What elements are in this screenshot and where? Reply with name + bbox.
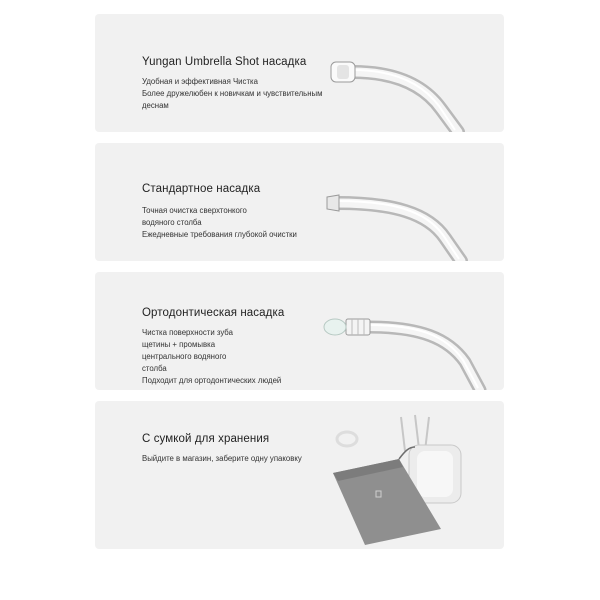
section-card-storage-bag	[95, 401, 504, 549]
description-line: Выйдите в магазин, заберите одну упаковку	[142, 454, 302, 463]
section-card-umbrella-nozzle	[95, 14, 504, 132]
description-line: Удобная и эффективная Чистка	[142, 77, 258, 86]
section-description	[142, 453, 302, 465]
section-title: Ортодонтическая насадка	[142, 307, 285, 319]
section-description	[142, 327, 281, 387]
description-line: Более дружелюбен к новичкам и чувствительным	[142, 89, 323, 98]
description-line: деснам	[142, 101, 169, 110]
section-title: Стандартное насадка	[142, 183, 261, 195]
standard-nozzle-icon	[323, 183, 504, 261]
section-description	[142, 205, 297, 241]
section-card-standard-nozzle	[95, 143, 504, 261]
description-line: центрального водяного	[142, 352, 227, 361]
description-line: столба	[142, 364, 167, 373]
orthodontic-nozzle-icon	[320, 310, 504, 390]
section-title: Yungan Umbrella Shot насадка	[142, 56, 307, 68]
section-title: С сумкой для хранения	[142, 433, 270, 445]
description-line: Подходит для ортодонтических людей	[142, 376, 282, 385]
umbrella-nozzle-icon	[323, 44, 504, 132]
description-line: водяного столба	[142, 218, 202, 227]
section-description	[142, 76, 323, 112]
description-line: Ежедневные требования глубокой очистки	[142, 230, 297, 239]
description-line: Чистка поверхности зуба	[142, 328, 233, 337]
description-line: Точная очистка сверхтонкого	[142, 206, 247, 215]
section-card-orthodontic-nozzle	[95, 272, 504, 390]
storage-bag-kit-icon	[325, 407, 500, 549]
description-line: щетины + промывка	[142, 340, 216, 349]
